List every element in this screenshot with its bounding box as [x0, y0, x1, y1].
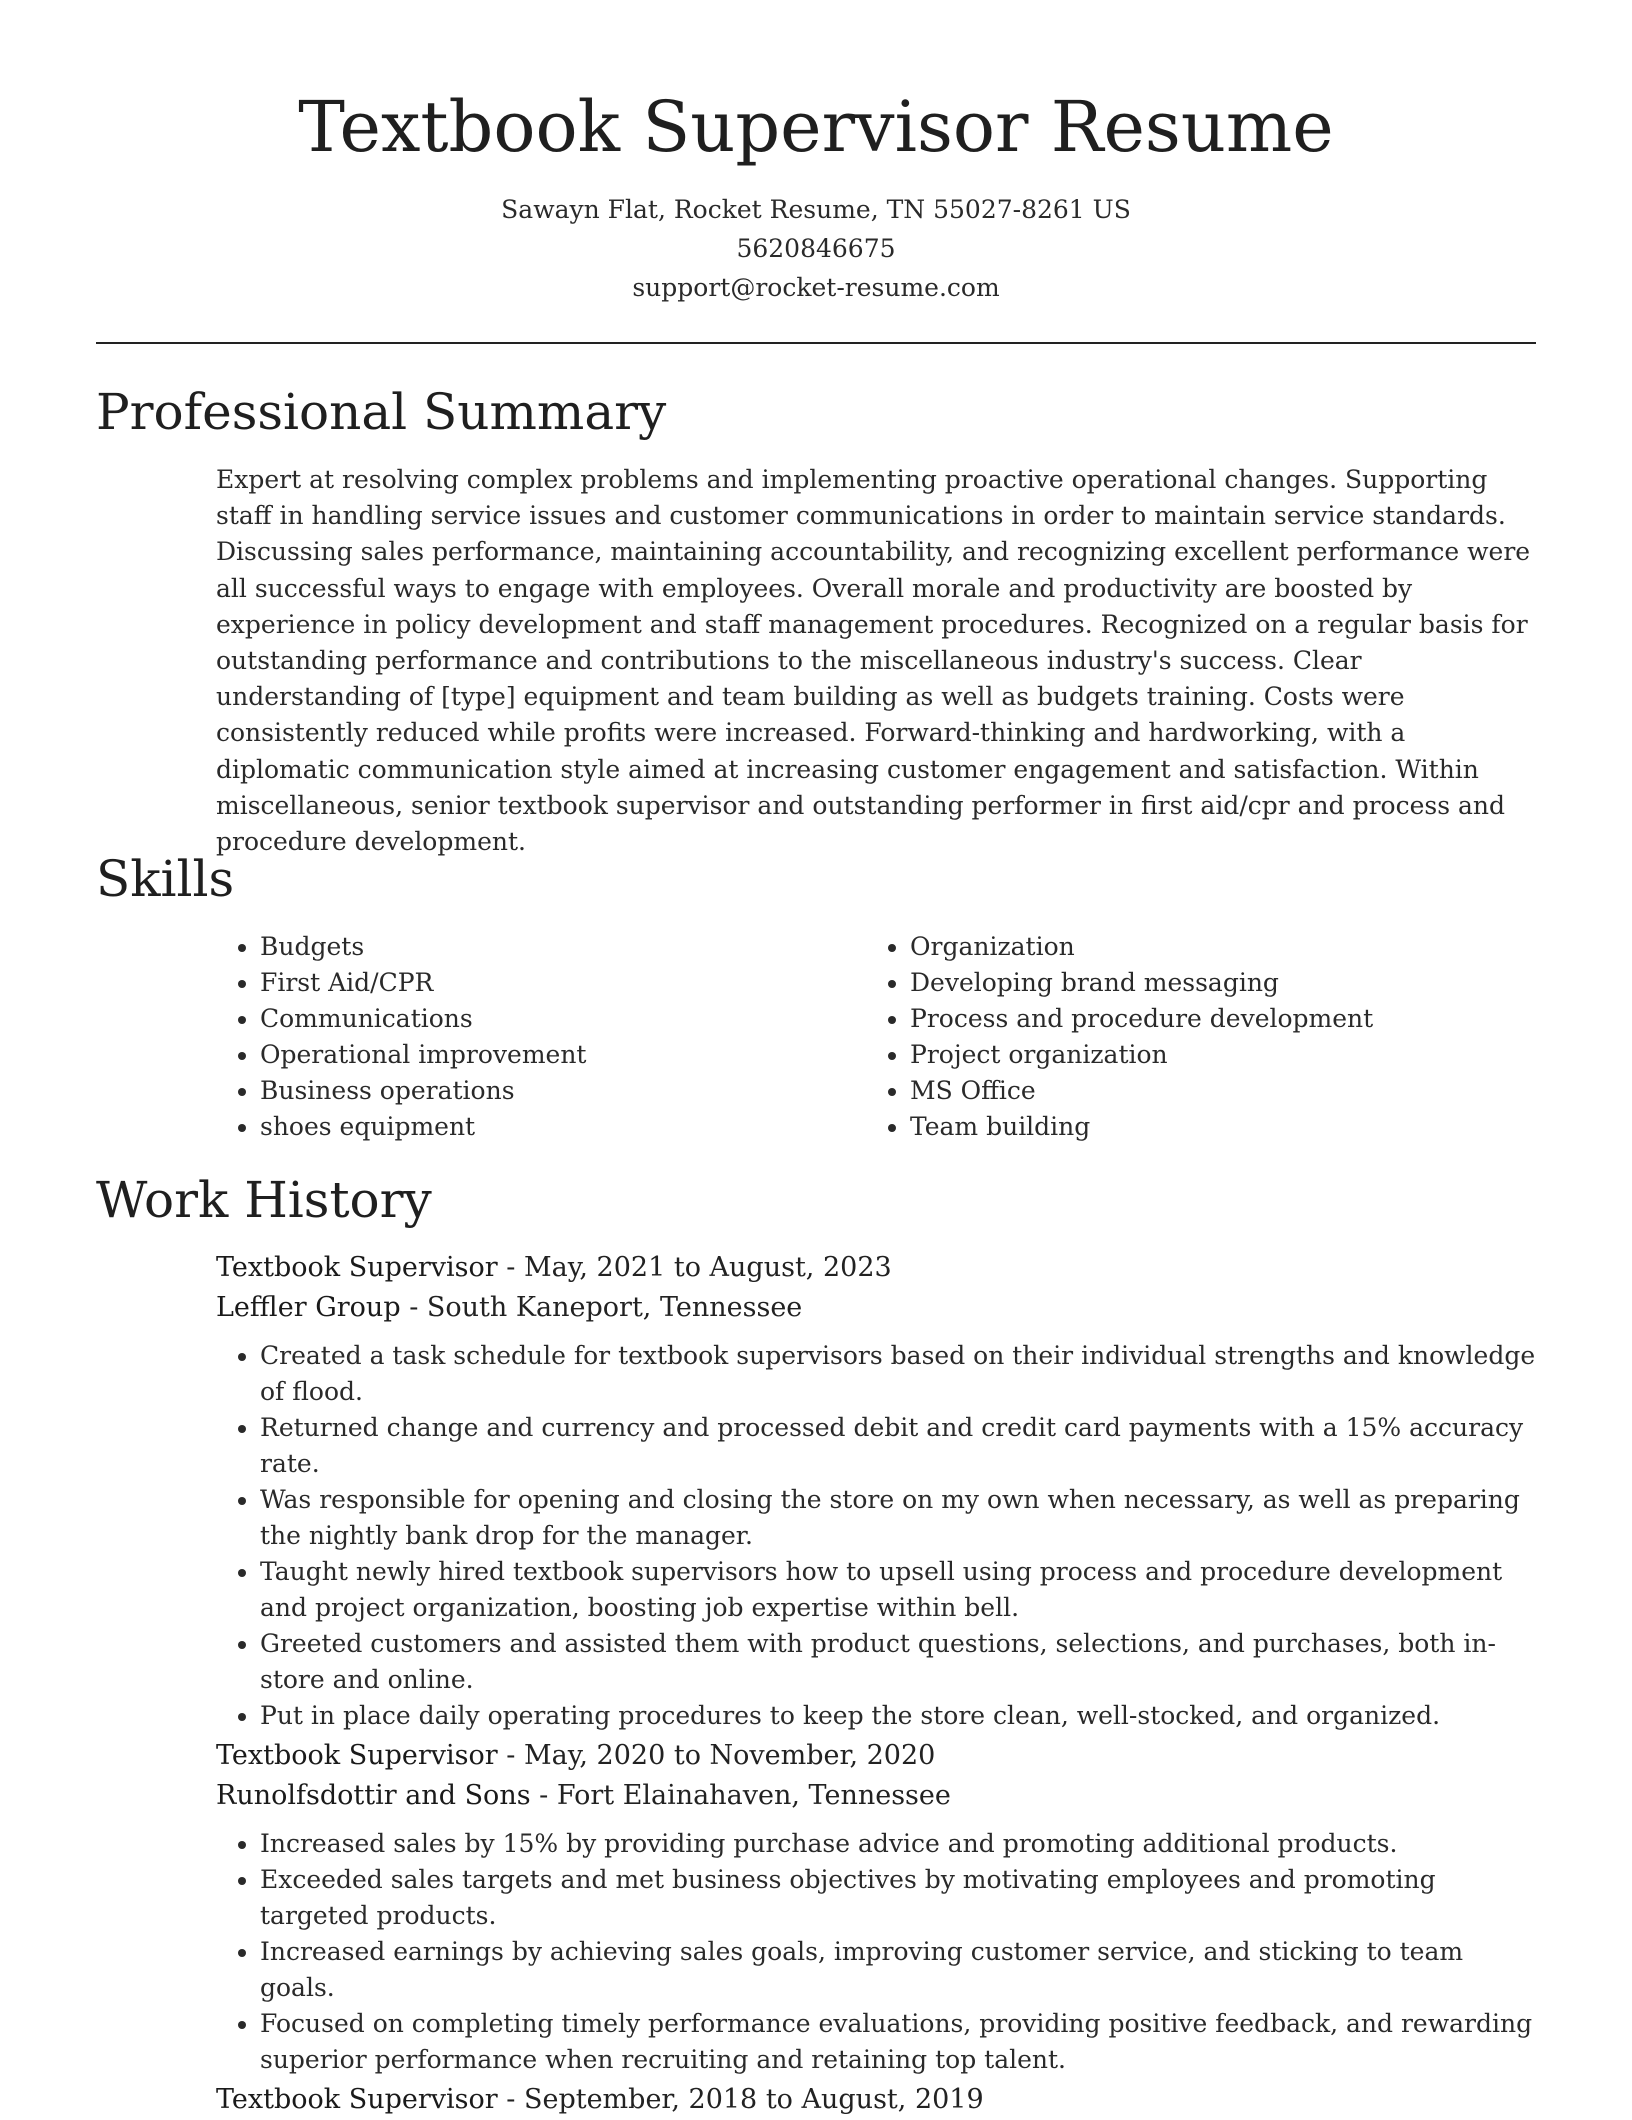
skill-item: • shoes equipment [260, 1109, 860, 1145]
job-bullet: • Focused on completing timely performance evaluations, providing positive feedback, and rewarding superior performance when recruiting and retaining top talent. [260, 2006, 1536, 2078]
skill-item: • MS Office [910, 1073, 1580, 1109]
job-title-line: Textbook Supervisor - May, 2020 to November, 2020 [216, 1740, 936, 1771]
job-title: Textbook Supervisor [216, 1252, 498, 1283]
summary-text: Expert at resolving complex problems and implementing proactive operational changes. Supporting staff in handling service issues and customer communications in order to maintain service standards. Discussing sales performance, maintaining accountability, and recognizing excellent performance were all successful ways to engage with employees. Overall morale and productivity are boosted by experience in policy development and staff management procedures. Recognized on a regular basis for outstanding performance and contributions to the miscellaneous industry's success. Clear understanding of [type] equipment and team building as well as budgets training. Costs were consistently reduced while profits were increased. Forward-thinking and hardworking, with a diplomatic communication style aimed at increasing customer engagement and satisfaction. Within miscellaneous, senior textbook supervisor and outstanding performer in first aid/cpr and process and procedure development. [216, 465, 1531, 857]
job-dates: May, 2020 to November, 2020 [523, 1740, 936, 1771]
job-dates: May, 2021 to August, 2023 [523, 1252, 892, 1283]
job-title-line: Textbook Supervisor - May, 2021 to August, 2023 [216, 1252, 892, 1283]
job-bullets [216, 1826, 1536, 2078]
skills-heading: Skills [96, 850, 235, 908]
summary-heading: Professional Summary [96, 383, 667, 441]
contact-phone: 5620846675 [736, 234, 896, 263]
job-company-line: Runolfsdottir and Sons - Fort Elainahaven, Tennessee [216, 1780, 951, 1811]
job-title-line: Textbook Supervisor - September, 2018 to August, 2019 [216, 2084, 984, 2115]
skill-item: • Budgets [260, 929, 860, 965]
job-location: South Kaneport, Tennessee [426, 1292, 803, 1323]
resume-title: Textbook Supervisor Resume [298, 86, 1334, 168]
header-divider [96, 342, 1536, 344]
skill-item: • Communications [260, 1001, 860, 1037]
skills-list-right [866, 929, 1580, 1145]
job-entry-1 [216, 1248, 1536, 1734]
skill-item: • First Aid/CPR [260, 965, 860, 1001]
job-title: Textbook Supervisor [216, 1740, 498, 1771]
skill-item: • Team building [910, 1109, 1580, 1145]
job-bullet: • Greeted customers and assisted them with product questions, selections, and purchases, both in-store and online. [260, 1626, 1536, 1698]
job-bullet: • Exceeded sales targets and met business objectives by motivating employees and promoting targeted products. [260, 1862, 1536, 1934]
skills-list-left [216, 929, 860, 1145]
job-bullet: • Put in place daily operating procedures to keep the store clean, well-stocked, and organized. [260, 1698, 1536, 1734]
skill-item: • Business operations [260, 1073, 860, 1109]
job-bullets [216, 1338, 1536, 1734]
job-bullet: • Increased earnings by achieving sales goals, improving customer service, and sticking to team goals. [260, 1934, 1536, 2006]
job-bullet: • Increased sales by 15% by providing purchase advice and promoting additional products. [260, 1826, 1536, 1862]
work-history-heading: Work History [96, 1171, 432, 1229]
job-bullet: • Created a task schedule for textbook supervisors based on their individual strengths and knowledge of flood. [260, 1338, 1536, 1410]
contact-block [96, 190, 1536, 307]
contact-email: support@rocket-resume.com [632, 273, 1000, 302]
job-location: Fort Elainahaven, Tennessee [556, 1780, 951, 1811]
job-company-line: Leffler Group - South Kaneport, Tennessee [216, 1292, 803, 1323]
skill-item: • Organization [910, 929, 1580, 965]
job-entry-2 [216, 1736, 1536, 2078]
skill-item: • Operational improvement [260, 1037, 860, 1073]
skill-item: • Project organization [910, 1037, 1580, 1073]
job-title: Textbook Supervisor [216, 2084, 498, 2115]
job-company: Leffler Group [216, 1292, 401, 1323]
resume-header [96, 82, 1536, 307]
skill-item: • Process and procedure development [910, 1001, 1580, 1037]
job-bullet: • Taught newly hired textbook supervisors how to upsell using process and procedure development and project organization, boosting job expertise within bell. [260, 1554, 1536, 1626]
job-company: Runolfsdottir and Sons [216, 1780, 531, 1811]
job-dates: September, 2018 to August, 2019 [523, 2084, 984, 2115]
contact-address: Sawayn Flat, Rocket Resume, TN 55027-8261 US [501, 195, 1131, 224]
job-bullet: • Returned change and currency and processed debit and credit card payments with a 15% accuracy rate. [260, 1410, 1536, 1482]
skill-item: • Developing brand messaging [910, 965, 1580, 1001]
job-entry-3 [216, 2080, 1536, 2120]
job-bullet: • Was responsible for opening and closing the store on my own when necessary, as well as preparing the nightly bank drop for the manager. [260, 1482, 1536, 1554]
